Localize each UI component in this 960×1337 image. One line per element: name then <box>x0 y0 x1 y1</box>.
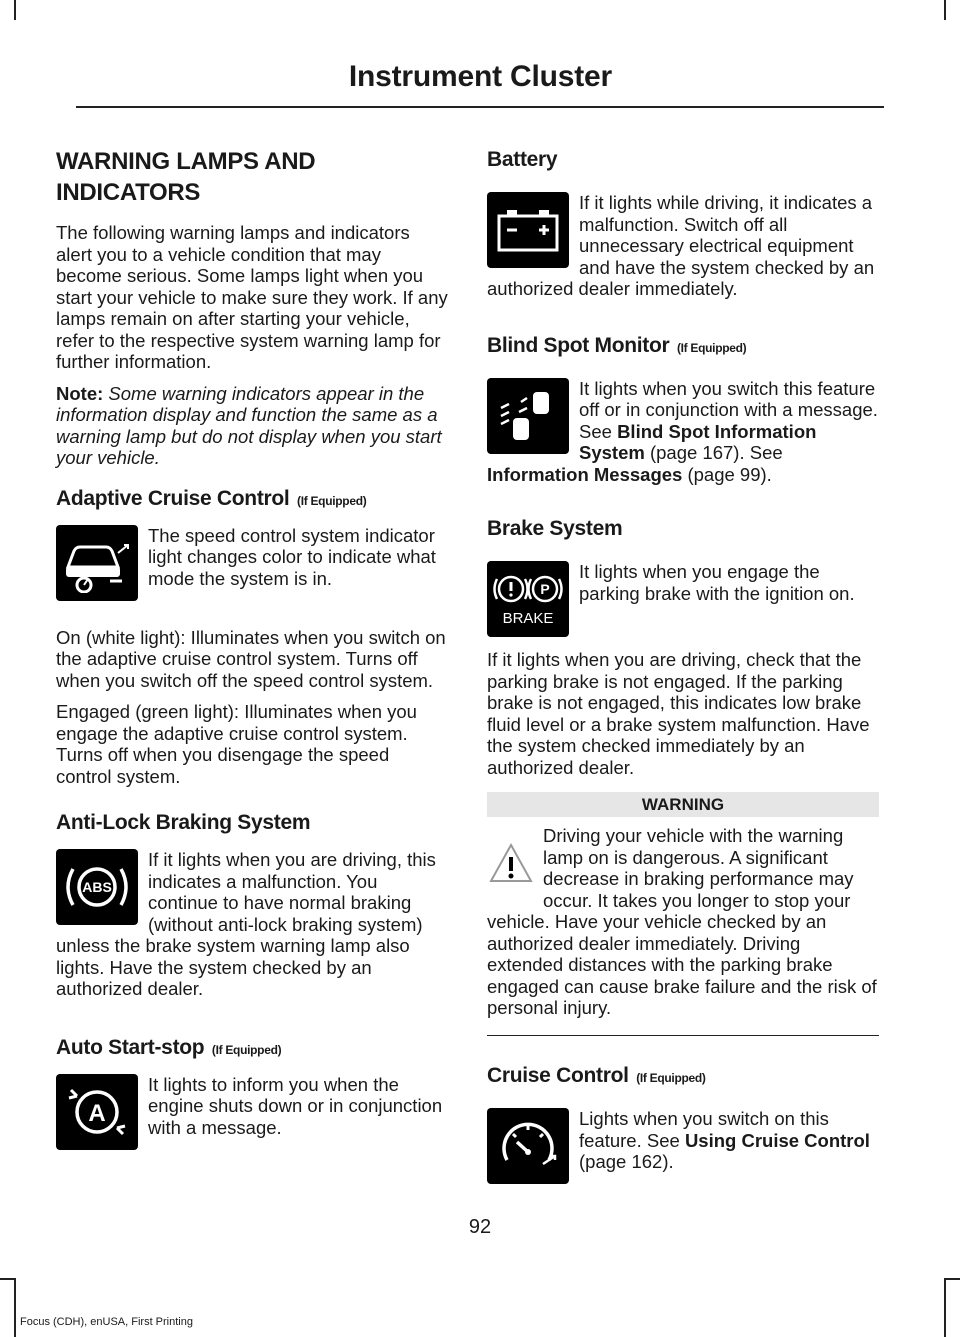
note-text: Some warning indicators appear in the information display and function the same as a warning lamp but do not display when you start your vehicle. <box>56 382 442 468</box>
auto-start-stop-icon-text: A <box>88 1099 106 1127</box>
battery-heading: Battery <box>487 148 558 171</box>
abs-icon <box>56 849 138 925</box>
cruise-control-heading <box>487 1064 879 1088</box>
crop-mark <box>0 1278 16 1280</box>
warning-label: WARNING <box>487 792 879 817</box>
adaptive-cruise-on-text: On (white light): Illuminates when you switch on the adaptive cruise control system. Turns off when you switch off the speed control system. <box>56 626 446 691</box>
blind-spot-item <box>487 378 879 496</box>
warning-text: Driving your vehicle with the warning lamp on is dangerous. A significant decrease in braking performance may occur. It takes you longer to stop your vehicle. Have your vehicle checked by an authorized dealer immediately. Driving extended distances with the parking brake engaged can cause brake failure and the risk of personal injury. <box>487 825 877 1018</box>
auto-start-stop-heading <box>56 1036 448 1060</box>
cruise-control-item <box>487 1108 879 1188</box>
abs-item <box>56 849 448 1010</box>
auto-start-stop-title: Auto Start-stop <box>56 1035 205 1059</box>
warning-box <box>487 825 879 1029</box>
right-column <box>487 140 879 1210</box>
adaptive-cruise-engaged-text: Engaged (green light): Illuminates when you engage the adaptive cruise control system. Turns off when you disengage the speed control system. <box>56 701 417 787</box>
using-cruise-control-link[interactable]: Using Cruise Control <box>684 1129 870 1151</box>
blind-spot-system-link[interactable]: Blind Spot Information System <box>579 420 817 463</box>
equipped-tag: (If Equipped) <box>211 1042 282 1057</box>
brake-system-item <box>487 561 879 641</box>
crop-mark <box>14 1278 16 1337</box>
auto-start-stop-item <box>56 1074 448 1154</box>
page-number: 92 <box>468 1216 492 1238</box>
adaptive-cruise-item <box>56 525 448 605</box>
crop-mark <box>14 0 16 20</box>
battery-icon <box>487 192 569 268</box>
warning-triangle-icon <box>487 825 535 901</box>
information-messages-link[interactable]: Information Messages <box>487 463 683 485</box>
page-ref: (page 167). <box>649 442 745 463</box>
crop-mark <box>944 0 946 20</box>
blind-spot-heading <box>487 334 879 358</box>
equipped-tag: (If Equipped) <box>297 493 367 508</box>
see-text: See <box>749 442 783 463</box>
brake-system-heading: Brake System <box>487 517 623 540</box>
equipped-tag: (If Equipped) <box>676 340 747 355</box>
warning-divider <box>487 1035 879 1037</box>
page-ref: (page 99). <box>687 463 772 485</box>
abs-text: If it lights when you are driving, this indicates a malfunction. You continue to have normal braking (without anti-lock braking system) unless the brake system warning lamp also lights. Have the system checked by an authorized dealer. <box>56 849 436 999</box>
brake-text: It lights when you engage the parking brake with the ignition on. <box>579 561 855 604</box>
note-label: Note: <box>56 382 104 404</box>
left-column <box>56 140 448 1176</box>
adaptive-cruise-icon <box>56 525 138 601</box>
auto-start-stop-text: It lights to inform you when the engine shuts down or in conjunction with a message. <box>148 1073 443 1138</box>
auto-start-stop-icon <box>56 1074 138 1150</box>
note-paragraph <box>56 383 448 469</box>
footer-text: Focus (CDH), enUSA, First Printing <box>20 1316 193 1328</box>
section-title: WARNING LAMPS AND INDICATORS <box>56 148 316 206</box>
blind-spot-title: Blind Spot Monitor <box>487 333 670 357</box>
page-header-title: Instrument Cluster <box>348 60 612 93</box>
brake-icon <box>487 561 569 637</box>
crop-mark <box>944 1278 960 1280</box>
page-ref: (page 162). <box>579 1151 674 1172</box>
header-divider <box>76 106 884 108</box>
intro-paragraph: The following warning lamps and indicators alert you to a vehicle condition that may become serious. Some lamps light when you start your vehicle to make sure they work. If any lamps remain on after starting your vehicle, refer to the respective system warning lamp for further information. <box>56 222 448 372</box>
blind-spot-text-lead: It lights when you switch this feature off or in conjunction with a message. See <box>579 377 878 442</box>
equipped-tag: (If Equipped) <box>636 1071 706 1085</box>
blind-spot-icon <box>487 378 569 454</box>
battery-item <box>487 192 879 310</box>
adaptive-cruise-heading <box>56 487 448 511</box>
cruise-control-text-lead: Lights when you switch on this feature. See <box>579 1108 829 1151</box>
adaptive-cruise-title: Adaptive Cruise Control <box>56 486 290 510</box>
adaptive-cruise-text: The speed control system indicator light changes color to indicate what mode the system is in. <box>148 524 436 589</box>
cruise-control-title: Cruise Control <box>487 1064 629 1087</box>
crop-mark <box>944 1278 946 1337</box>
battery-text: If it lights while driving, it indicates a malfunction. Switch off all unnecessary electrical equipment and have the system checked by an authorized dealer immediately. <box>487 192 875 299</box>
abs-heading: Anti-Lock Braking System <box>56 811 311 834</box>
abs-icon-text: ABS <box>82 879 112 895</box>
brake-icon-text: BRAKE <box>502 610 554 627</box>
svg-text:P: P <box>540 581 550 597</box>
brake-driving-text: If it lights when you are driving, check that the parking brake is not engaged. If the parking brake is not engaged, this indicates low brake fluid level or a brake system malfunction. Have the system checked immediately by an authorized dealer. <box>487 649 870 778</box>
cruise-control-icon <box>487 1108 569 1184</box>
